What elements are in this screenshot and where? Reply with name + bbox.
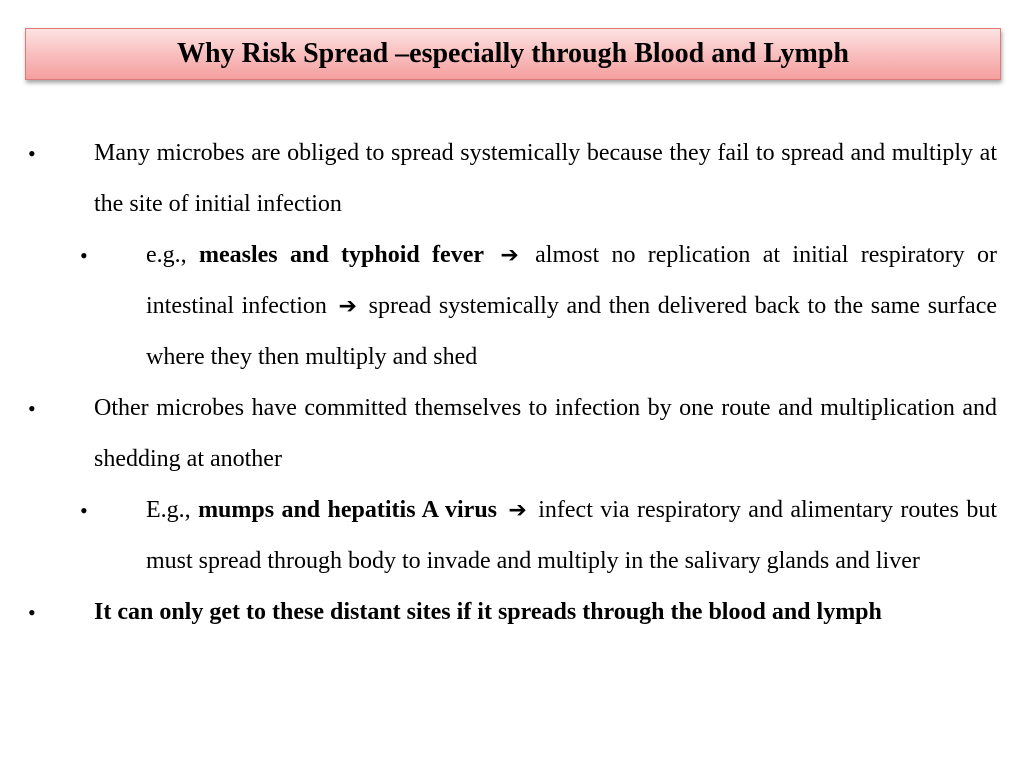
example-diseases: measles and typhoid fever	[199, 242, 484, 268]
bullet-item-conclusion	[0, 587, 1024, 638]
bullet-item	[0, 383, 1024, 485]
example-text-part2: spread systemically and then delivered back to the same surface where they then multiply and shed	[146, 293, 997, 370]
example-text-part1: infect via respiratory and alimentary routes but must spread through body to invade and multiply in the salivary glands and liver	[146, 497, 998, 574]
slide-title: Why Risk Spread –especially through Blood and Lymph	[177, 38, 849, 69]
bullet-item	[0, 128, 1024, 230]
example-prefix: e.g.,	[146, 242, 187, 268]
right-arrow-icon: ➔	[338, 294, 357, 319]
bullet-text: It can only get to these distant sites if it spreads through the blood and lymph	[94, 599, 882, 625]
example-text-part1: almost no replication at initial respiratory or intestinal infection	[146, 242, 998, 319]
bullet-icon: •	[28, 141, 36, 166]
bullet-icon: •	[80, 243, 88, 268]
example-prefix: E.g.,	[146, 497, 191, 523]
bullet-icon: •	[28, 396, 36, 421]
example-diseases: mumps and hepatitis A virus	[198, 497, 498, 523]
bullet-icon: •	[28, 600, 36, 625]
bullet-icon: •	[80, 498, 88, 523]
right-arrow-icon: ➔	[508, 498, 527, 523]
title-banner	[25, 28, 1001, 80]
sub-bullet-item	[0, 485, 1024, 587]
bullet-text: Other microbes have committed themselves to infection by one route and multiplication and shedding at another	[94, 395, 997, 472]
right-arrow-icon: ➔	[500, 243, 519, 268]
bullet-list	[0, 128, 1024, 638]
bullet-text: Many microbes are obliged to spread systemically because they fail to spread and multiply at the site of initial infection	[94, 140, 997, 217]
sub-bullet-item	[0, 230, 1024, 383]
